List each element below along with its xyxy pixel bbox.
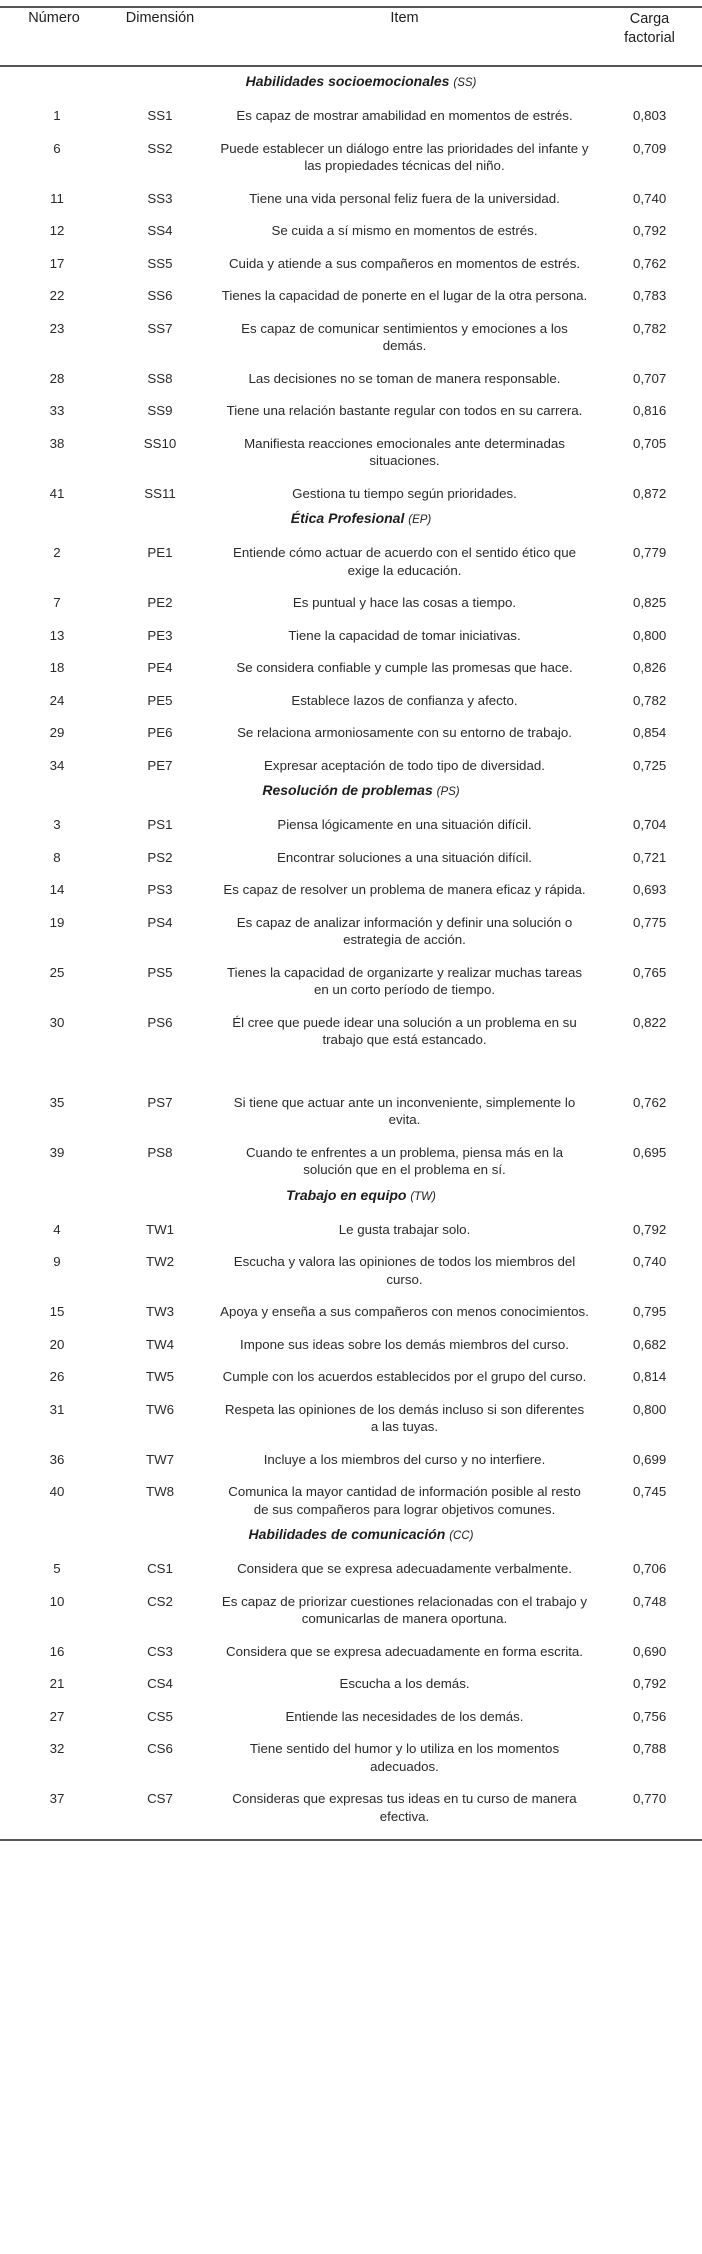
- row-loading: 0,775: [633, 914, 667, 930]
- row-loading: 0,762: [633, 255, 667, 271]
- row-item: Tiene una vida personal feliz fuera de la universidad.: [249, 190, 560, 206]
- row-loading: 0,854: [633, 725, 667, 740]
- row-dimension: SS1: [147, 108, 173, 123]
- row-dimension: PS4: [147, 914, 173, 930]
- row-item: Se considera confiable y cumple las promesas que hace.: [236, 660, 573, 675]
- table-row: [0, 222, 702, 240]
- row-dimension: PE2: [147, 595, 173, 610]
- header-item: Item: [390, 10, 419, 26]
- row-number: 34: [49, 757, 65, 773]
- row-item: Apoya y enseña a sus compañeros con menos conocimientos.: [220, 1304, 589, 1319]
- section-abbreviation: (PS): [436, 786, 460, 798]
- row-number: 20: [49, 1336, 65, 1352]
- row-item: Cuando te enfrentes a un problema, piensa más en la solución que en el problema en sí.: [245, 1144, 564, 1177]
- row-item: Gestiona tu tiempo según prioridades.: [292, 485, 517, 501]
- row-loading: 0,682: [633, 1336, 667, 1352]
- row-item: Se relaciona armoniosamente con su entorno de trabajo.: [237, 725, 572, 740]
- row-number: 33: [49, 403, 65, 418]
- row-number: 2: [53, 545, 61, 560]
- row-item: Es capaz de mostrar amabilidad en momentos de estrés.: [236, 108, 573, 123]
- row-item: Es capaz de comunicar sentimientos y emociones a los demás.: [241, 320, 568, 353]
- table-row: [0, 627, 702, 645]
- row-item: Él cree que puede idear una solución a un problema en su trabajo que está estancado.: [232, 1014, 577, 1047]
- row-item: Impone sus ideas sobre los demás miembros del curso.: [240, 1336, 569, 1352]
- row-number: 11: [50, 190, 64, 206]
- row-item: Respeta las opiniones de los demás incluso si son diferentes a las tuyas.: [224, 1401, 585, 1434]
- table-row: [0, 692, 702, 710]
- row-loading: 0,783: [633, 288, 667, 303]
- row-number: 9: [53, 1254, 61, 1269]
- row-number: 22: [49, 288, 65, 303]
- row-loading: 0,800: [633, 627, 667, 643]
- row-loading: 0,792: [633, 1221, 667, 1237]
- row-number: 25: [49, 964, 65, 980]
- row-dimension: PS1: [147, 817, 173, 832]
- row-number: 19: [49, 914, 65, 930]
- row-dimension: TW5: [145, 1369, 175, 1384]
- table-row: [0, 1401, 702, 1436]
- table-row: [0, 1740, 702, 1775]
- table-row: [0, 287, 702, 305]
- row-loading: 0,704: [633, 817, 667, 832]
- row-loading: 0,826: [633, 660, 667, 675]
- row-loading: 0,800: [633, 1401, 667, 1417]
- row-number: 15: [49, 1304, 65, 1319]
- header-loading: [597, 10, 702, 48]
- row-dimension: PE4: [147, 660, 173, 675]
- row-item: Tienes la capacidad de organizarte y realizar muchas tareas en un corto período de tiempo.: [226, 964, 583, 997]
- row-item: Tiene una relación bastante regular con todos en su carrera.: [226, 403, 583, 418]
- table-row: [0, 370, 702, 388]
- row-number: 35: [49, 1094, 65, 1110]
- section-heading: [0, 782, 702, 798]
- row-number: 16: [49, 1643, 65, 1659]
- row-item: Tienes la capacidad de ponerte en el lugar de la otra persona.: [221, 288, 588, 303]
- row-item: Incluye a los miembros del curso y no interfiere.: [263, 1451, 546, 1467]
- section-abbreviation: (SS): [453, 77, 477, 89]
- row-number: 21: [49, 1676, 65, 1691]
- factor-loadings-table: [0, 6, 702, 1841]
- table-row: [0, 594, 702, 612]
- row-number: 27: [49, 1708, 65, 1724]
- table-row: [0, 1094, 702, 1129]
- row-number: 28: [49, 370, 65, 386]
- row-loading: 0,721: [633, 849, 667, 865]
- row-loading: 0,770: [633, 1791, 667, 1806]
- row-number: 32: [49, 1741, 65, 1756]
- row-item: Es puntual y hace las cosas a tiempo.: [292, 595, 517, 610]
- table-row: [0, 1593, 702, 1628]
- row-dimension: SS7: [147, 320, 173, 336]
- row-dimension: TW4: [145, 1336, 175, 1352]
- row-dimension: CS7: [147, 1791, 173, 1806]
- row-item: Tiene la capacidad de tomar iniciativas.: [288, 627, 521, 643]
- row-item: Es capaz de resolver un problema de manera eficaz y rápida.: [223, 882, 586, 897]
- row-dimension: SS6: [147, 288, 173, 303]
- row-number: 18: [49, 660, 65, 675]
- section-title: Habilidades socioemocionales: [245, 73, 450, 89]
- bottom-rule: [0, 1839, 702, 1841]
- table-row: [0, 435, 702, 470]
- row-dimension: PE5: [147, 692, 173, 708]
- row-number: 30: [49, 1014, 65, 1030]
- table-header: [0, 8, 702, 65]
- row-number: 6: [53, 140, 61, 156]
- table-row: [0, 1144, 702, 1179]
- table-row: [0, 914, 702, 949]
- row-number: 13: [49, 627, 65, 643]
- table-row: [0, 1790, 702, 1825]
- row-dimension: SS4: [147, 223, 173, 238]
- row-loading: 0,707: [633, 370, 667, 386]
- row-dimension: CS3: [147, 1643, 173, 1659]
- row-loading: 0,822: [633, 1014, 667, 1030]
- row-loading: 0,795: [633, 1304, 667, 1319]
- row-number: 12: [49, 223, 65, 238]
- row-item: Comunica la mayor cantidad de información posible al resto de sus compañeros para lograr objetivos comunes.: [228, 1484, 581, 1517]
- row-number: 41: [49, 485, 65, 501]
- row-dimension: TW7: [145, 1451, 175, 1467]
- table-row: [0, 544, 702, 579]
- row-number: 3: [53, 817, 61, 832]
- row-dimension: CS2: [147, 1593, 173, 1609]
- row-item: Las decisiones no se toman de manera responsable.: [248, 370, 561, 386]
- row-item: Encontrar soluciones a una situación difícil.: [277, 849, 532, 865]
- header-loading-line1: Carga: [629, 11, 670, 27]
- row-loading: 0,792: [633, 1676, 667, 1691]
- row-item: Le gusta trabajar solo.: [338, 1221, 471, 1237]
- row-number: 7: [53, 595, 61, 610]
- row-loading: 0,725: [633, 757, 667, 773]
- row-loading: 0,705: [633, 435, 667, 451]
- table-row: [0, 107, 702, 125]
- header-loading-line2: factorial: [624, 30, 675, 46]
- row-dimension: PE1: [147, 545, 173, 560]
- row-loading: 0,814: [633, 1369, 667, 1384]
- row-dimension: SS3: [147, 190, 173, 206]
- row-dimension: PS8: [147, 1144, 173, 1160]
- header-dimension: Dimensión: [125, 10, 195, 26]
- section-heading: [0, 73, 702, 89]
- table-row: [0, 140, 702, 175]
- row-loading: 0,816: [633, 403, 667, 418]
- table-row: [0, 757, 702, 775]
- row-number: 24: [49, 692, 65, 708]
- table-row: [0, 1675, 702, 1693]
- table-row: [0, 190, 702, 208]
- row-dimension: TW6: [145, 1401, 175, 1417]
- row-number: 4: [53, 1221, 61, 1237]
- row-dimension: SS5: [147, 255, 173, 271]
- section-heading: [0, 1187, 702, 1203]
- row-item: Consideras que expresas tus ideas en tu curso de manera efectiva.: [232, 1791, 577, 1824]
- row-number: 40: [49, 1484, 65, 1499]
- row-item: Se cuida a sí mismo en momentos de estrés.: [271, 223, 538, 238]
- row-dimension: TW1: [145, 1221, 175, 1237]
- row-dimension: PE3: [147, 627, 173, 643]
- row-dimension: PE7: [147, 757, 173, 773]
- row-loading: 0,825: [633, 595, 667, 610]
- row-number: 14: [49, 882, 65, 897]
- row-loading: 0,782: [633, 692, 667, 708]
- row-loading: 0,745: [633, 1484, 667, 1499]
- section-title: Habilidades de comunicación: [248, 1526, 446, 1542]
- table-row: [0, 320, 702, 355]
- table-row: [0, 659, 702, 677]
- table-row: [0, 881, 702, 899]
- section-heading: [0, 510, 702, 526]
- section-abbreviation: (EP): [408, 514, 432, 526]
- row-loading: 0,699: [633, 1451, 667, 1467]
- row-dimension: TW3: [145, 1304, 175, 1319]
- row-dimension: CS5: [147, 1708, 173, 1724]
- row-loading: 0,872: [633, 485, 667, 501]
- table-row: [0, 1560, 702, 1578]
- row-dimension: PE6: [147, 725, 173, 740]
- row-dimension: PS5: [147, 964, 173, 980]
- row-loading: 0,706: [633, 1561, 667, 1576]
- row-item: Considera que se expresa adecuadamente verbalmente.: [237, 1561, 572, 1576]
- row-loading: 0,792: [633, 223, 667, 238]
- row-item: Piensa lógicamente en una situación difícil.: [277, 817, 532, 832]
- header-rule: [0, 65, 702, 67]
- row-item: Entiende cómo actuar de acuerdo con el sentido ético que exige la educación.: [233, 545, 576, 578]
- table-row: [0, 849, 702, 867]
- row-item: Establece lazos de confianza y afecto.: [291, 692, 518, 708]
- table-row: [0, 1221, 702, 1239]
- row-number: 37: [49, 1791, 65, 1806]
- table-row: [0, 1253, 702, 1288]
- row-loading: 0,695: [633, 1144, 667, 1160]
- row-loading: 0,803: [633, 108, 667, 123]
- row-dimension: SS2: [147, 140, 173, 156]
- row-loading: 0,740: [633, 1254, 667, 1269]
- row-loading: 0,740: [633, 190, 667, 206]
- table-row: [0, 1368, 702, 1386]
- row-dimension: TW8: [145, 1484, 175, 1499]
- row-dimension: CS4: [147, 1676, 173, 1691]
- table-row: [0, 1708, 702, 1726]
- row-item: Manifiesta reacciones emocionales ante determinadas situaciones.: [244, 435, 565, 468]
- table-row: [0, 1483, 702, 1518]
- table-row: [0, 964, 702, 999]
- row-item: Considera que se expresa adecuadamente en forma escrita.: [225, 1643, 583, 1659]
- row-loading: 0,762: [633, 1094, 667, 1110]
- row-item: Entiende las necesidades de los demás.: [285, 1708, 524, 1724]
- row-number: 29: [49, 725, 65, 740]
- row-number: 31: [49, 1401, 65, 1417]
- row-number: 10: [49, 1593, 65, 1609]
- row-dimension: SS10: [143, 435, 177, 451]
- row-dimension: PS7: [147, 1094, 173, 1110]
- row-loading: 0,693: [633, 882, 667, 897]
- row-item: Si tiene que actuar ante un inconveniente, simplemente lo evita.: [233, 1094, 576, 1127]
- table-row: [0, 724, 702, 742]
- row-loading: 0,709: [633, 140, 667, 156]
- row-item: Puede establecer un diálogo entre las prioridades del infante y las propiedades técnicas del niño.: [220, 140, 589, 173]
- row-number: 5: [53, 1561, 61, 1576]
- row-number: 38: [49, 435, 65, 451]
- table-row: [0, 1303, 702, 1321]
- row-item: Escucha a los demás.: [339, 1676, 470, 1691]
- row-dimension: CS6: [147, 1741, 173, 1756]
- row-item: Es capaz de analizar información y definir una solución o estrategia de acción.: [236, 914, 573, 947]
- table-row: [0, 1014, 702, 1049]
- row-item: Cumple con los acuerdos establecidos por el grupo del curso.: [222, 1369, 587, 1384]
- row-item: Es capaz de priorizar cuestiones relacionadas con el trabajo y comunicarlas de manera oportuna.: [221, 1593, 588, 1626]
- header-number: Número: [28, 10, 80, 26]
- row-dimension: SS8: [147, 370, 173, 386]
- row-loading: 0,788: [633, 1741, 667, 1756]
- row-loading: 0,782: [633, 320, 667, 336]
- row-number: 8: [53, 849, 61, 865]
- table-row: [0, 485, 702, 503]
- row-item: Expresar aceptación de todo tipo de diversidad.: [264, 757, 545, 773]
- row-loading: 0,756: [633, 1708, 667, 1724]
- section-heading: [0, 1526, 702, 1542]
- row-loading: 0,765: [633, 964, 667, 980]
- row-item: Escucha y valora las opiniones de todos los miembros del curso.: [233, 1254, 576, 1287]
- table-row: [0, 1336, 702, 1354]
- row-number: 1: [53, 108, 61, 123]
- row-number: 17: [49, 255, 65, 271]
- section-title: Ética Profesional: [290, 510, 405, 526]
- row-number: 23: [49, 320, 65, 336]
- table-row: [0, 255, 702, 273]
- section-title: Trabajo en equipo: [286, 1186, 407, 1203]
- section-title: Resolución de problemas: [262, 782, 433, 798]
- row-dimension: SS9: [147, 403, 173, 418]
- row-dimension: PS6: [147, 1014, 173, 1030]
- table-body: [0, 73, 702, 1825]
- section-abbreviation: (CC): [449, 1530, 474, 1542]
- table-row: [0, 816, 702, 834]
- row-number: 26: [49, 1369, 65, 1384]
- row-number: 36: [49, 1451, 65, 1467]
- row-dimension: PS3: [147, 882, 173, 897]
- table-row: [0, 402, 702, 420]
- row-dimension: PS2: [147, 849, 173, 865]
- row-dimension: CS1: [147, 1561, 173, 1576]
- row-loading: 0,779: [633, 545, 667, 560]
- row-item: Cuida y atiende a sus compañeros en momentos de estrés.: [228, 255, 581, 271]
- row-number: 39: [49, 1144, 65, 1160]
- section-abbreviation: (TW): [410, 1190, 436, 1203]
- row-loading: 0,748: [633, 1593, 667, 1609]
- row-item: Tiene sentido del humor y lo utiliza en los momentos adecuados.: [249, 1741, 560, 1774]
- table-row: [0, 1643, 702, 1661]
- row-dimension: TW2: [145, 1254, 175, 1269]
- row-dimension: SS11: [144, 485, 176, 501]
- table-row: [0, 1451, 702, 1469]
- row-loading: 0,690: [633, 1643, 667, 1659]
